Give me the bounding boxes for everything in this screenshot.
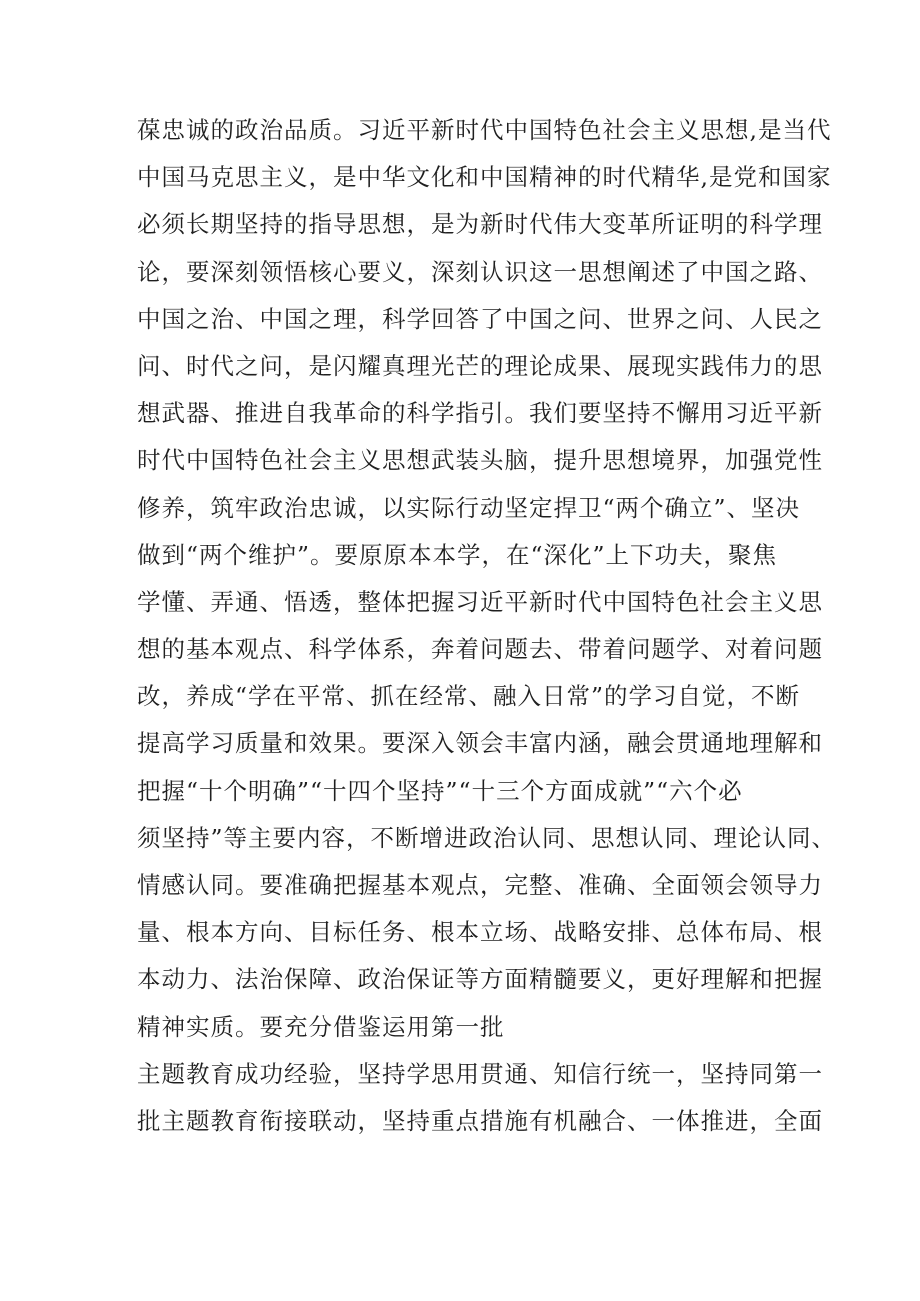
text-line: 精神实质。要充分借鉴运用第一批 [137,1012,505,1041]
text-line: 学懂、弄通、悟透，整体把握习近平新时代中国特色社会主义思 [137,587,823,616]
text-line: 改，养成“学在平常、抓在经常、融入日常”的学习自觉，不断 [137,682,801,711]
text-line: 把握“十个明确”“十四个坚持”“十三个方面成就”“六个必 [137,776,743,805]
text-line: 问、时代之问，是闪耀真理光芒的理论成果、展现实践伟力的思 [137,351,823,380]
text-line: 须坚持”等主要内容，不断增进政治认同、思想认同、理论认同、 [137,823,837,852]
text-line: 想武器、推进自我革命的科学指引。我们要坚持不懈用习近平新 [137,399,823,428]
text-line: 本动力、法治保障、政治保证等方面精髓要义，更好理解和把握 [137,965,823,994]
text-line: 主题教育成功经验，坚持学思用贯通、知信行统一，坚持同第一 [137,1059,823,1088]
text-line: 时代中国特色社会主义思想武装头脑，提升思想境界，加强党性 [137,446,823,475]
text-line: 中国马克思主义，是中华文化和中国精神的时代精华,是党和国家 [137,163,832,192]
text-line: 葆忠诚的政治品质。习近平新时代中国特色社会主义思想,是当代 [137,116,832,144]
text-line: 想的基本观点、科学体系，奔着问题去、带着问题学、对着问题 [137,635,823,664]
text-line: 论，要深刻领悟核心要义，深刻认识这一思想阐述了中国之路、 [137,257,823,286]
text-line: 情感认同。要准确把握基本观点，完整、准确、全面领会领导力 [137,871,823,899]
body-text [137,107,837,1145]
text-line: 修养，筑牢政治忠诚，以实际行动坚定捍卫“两个确立”、坚决 [137,493,801,522]
text-line: 做到“两个维护”。要原原本本学，在“深化”上下功夫，聚焦 [137,540,778,569]
text-line: 必须长期坚持的指导思想，是为新时代伟大变革所证明的科学理 [137,210,823,239]
text-line: 批主题教育衔接联动，坚持重点措施有机融合、一体推进，全面 [137,1106,823,1135]
text-line: 提高学习质量和效果。要深入领会丰富内涵，融会贯通地理解和 [137,729,823,758]
text-line: 中国之治、中国之理，科学回答了中国之问、世界之问、人民之 [137,304,823,333]
text-line: 量、根本方向、目标任务、根本立场、战略安排、总体布局、根 [137,918,823,947]
